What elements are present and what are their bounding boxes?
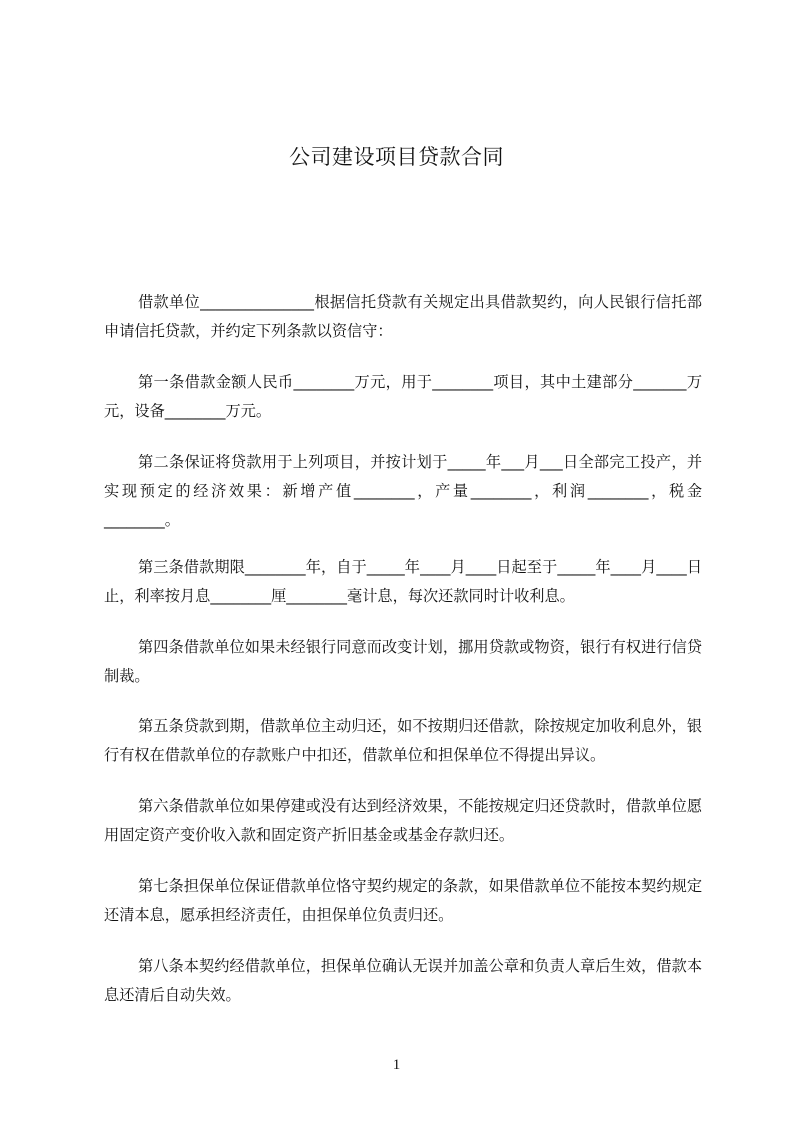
clause-2-usage-guarantee: 第二条保证将贷款用于上列项目，并按计划于_____年___月___日全部完工投产，并实现预定的经济效果：新增产值________，产量________，利润________，税金________。 [104,453,702,529]
clause-1-loan-amount: 第一条借款金额人民币________万元，用于________项目，其中土建部分_______万元，设备________万元。 [104,373,702,420]
clause-4-misuse-sanction: 第四条借款单位如果未经银行同意而改变计划，挪用贷款或物资，银行有权进行信贷制裁。 [104,638,702,685]
clause-8-effectiveness: 第八条本契约经借款单位，担保单位确认无误并加盖公章和负责人章后生效，借款本息还清后自动失效。 [104,957,702,1004]
clause-3-loan-term: 第三条借款期限________年，自于_____年____月____日起至于_____年____月____日止，利率按月息________厘________毫计息，每次还款同时计收利息。 [104,558,702,605]
clause-6-default-repayment: 第六条借款单位如果停建或没有达到经济效果，不能按规定归还贷款时，借款单位愿用固定资产变价收入款和固定资产折旧基金或基金存款归还。 [104,797,702,844]
document-title: 公司建设项目贷款合同 [289,145,504,169]
intro-paragraph: 借款单位_______________根据信托贷款有关规定出具借款契约，向人民银行信托部申请信托贷款，并约定下列条款以资信守： [104,293,702,340]
clause-5-repayment: 第五条贷款到期，借款单位主动归还，如不按期归还借款，除按规定加收利息外，银行有权在借款单位的存款账户中扣还，借款单位和担保单位不得提出异议。 [104,717,702,764]
page-number: 1 [392,1057,401,1073]
clause-7-guarantor: 第七条担保单位保证借款单位恪守契约规定的条款，如果借款单位不能按本契约规定还清本息，愿承担经济责任，由担保单位负责归还。 [104,877,702,924]
